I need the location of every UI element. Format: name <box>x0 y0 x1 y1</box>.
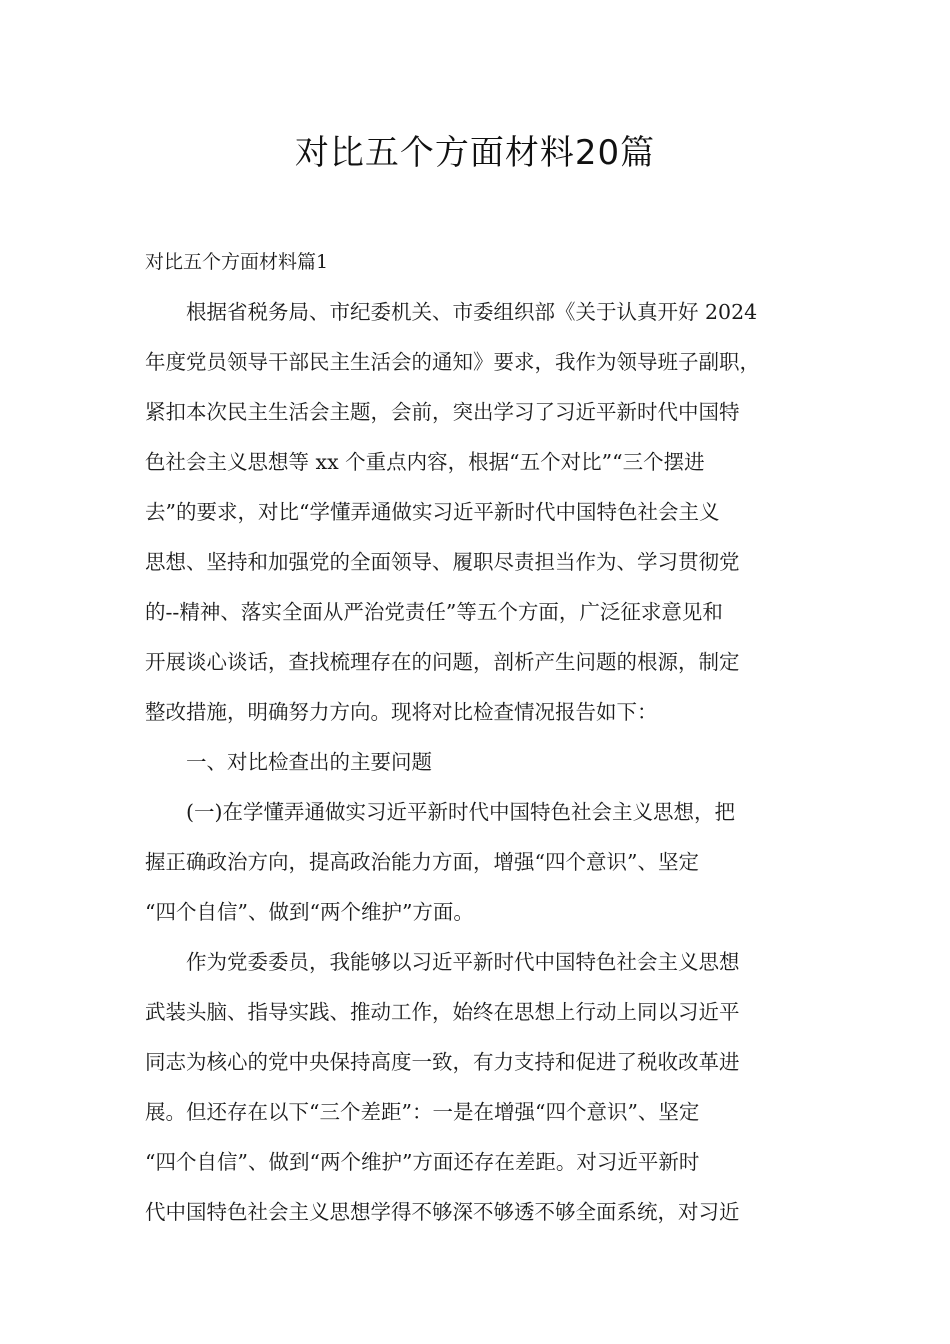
paragraph-line: 去”的要求，对比“学懂弄通做实习近平新时代中国特色社会主义 <box>145 500 720 524</box>
paragraph-line: 作为党委委员，我能够以习近平新时代中国特色社会主义思想 <box>186 950 740 974</box>
paragraph-line: (一)在学懂弄通做实习近平新时代中国特色社会主义思想，把 <box>186 800 735 824</box>
document-body <box>145 237 815 1237</box>
paragraph-line: 同志为核心的党中央保持高度一致，有力支持和促进了税收改革进 <box>145 1050 740 1074</box>
paragraph-line: 的--精神、落实全面从严治党责任”等五个方面，广泛征求意见和 <box>145 600 723 624</box>
paragraph-line: 根据省税务局、市纪委机关、市委组织部《关于认真开好 2024 <box>186 300 758 324</box>
document-title: 对比五个方面材料20篇 <box>294 133 656 173</box>
paragraph-line: 开展谈心谈话，查找梳理存在的问题，剖析产生问题的根源，制定 <box>145 650 740 674</box>
paragraph-line: 代中国特色社会主义思想学得不够深不够透不够全面系统，对习近 <box>145 1200 740 1224</box>
paragraph-line: 武装头脑、指导实践、推动工作，始终在思想上行动上同以习近平 <box>145 1000 740 1024</box>
subsection-heading: 一、对比检查出的主要问题 <box>186 750 432 774</box>
paragraph-line: 整改措施，明确努力方向。现将对比检查情况报告如下： <box>145 700 658 724</box>
paragraph-line: 色社会主义思想等 xx 个重点内容，根据“五个对比”“三个摆进 <box>145 450 705 474</box>
paragraph-line: 思想、坚持和加强党的全面领导、履职尽责担当作为、学习贯彻党 <box>145 550 740 574</box>
paragraph-line: “四个自信”、做到“两个维护”方面。 <box>145 900 474 924</box>
paragraph-line: 握正确政治方向，提高政治能力方面，增强“四个意识”、坚定 <box>145 850 699 874</box>
paragraph-line: 年度党员领导干部民主生活会的通知》要求，我作为领导班子副职， <box>145 350 760 374</box>
paragraph-line: “四个自信”、做到“两个维护”方面还存在差距。对习近平新时 <box>145 1150 700 1174</box>
paragraph-line: 展。但还存在以下“三个差距”：一是在增强“四个意识”、坚定 <box>145 1100 700 1124</box>
paragraph-line: 紧扣本次民主生活会主题，会前，突出学习了习近平新时代中国特 <box>145 400 740 424</box>
section-heading: 对比五个方面材料篇1 <box>145 251 329 273</box>
